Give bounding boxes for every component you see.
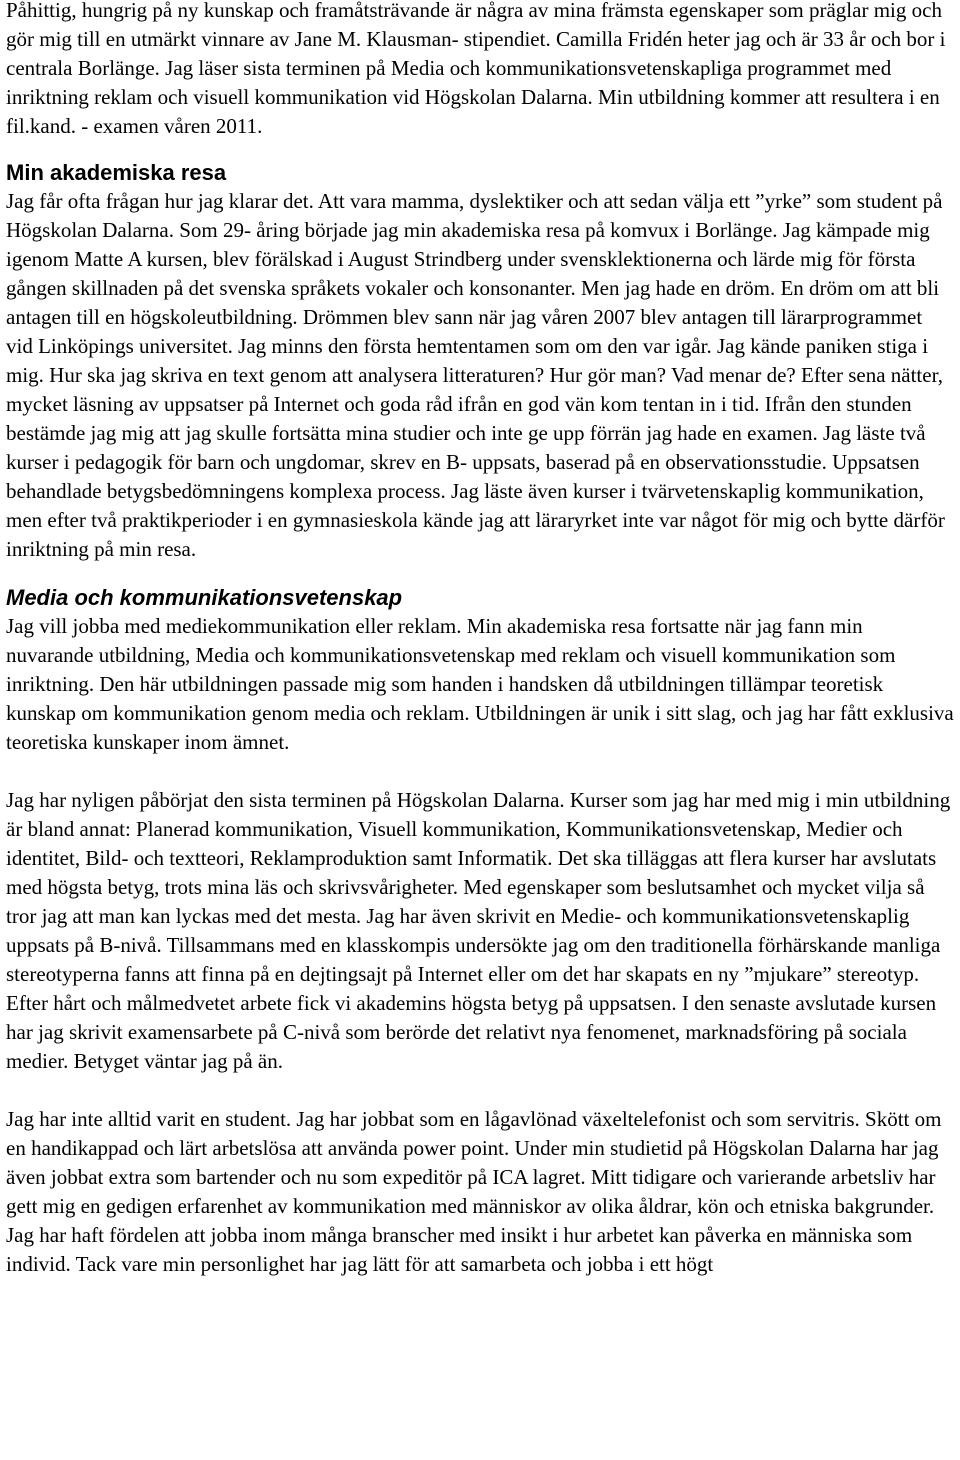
intro-paragraph: Påhittig, hungrig på ny kunskap och framåtsträvande är några av mina främsta egenskaper som präglar mig och gör mig till en utmärkt vinnare av Jane M. Klausman- stipendiet. Camilla Fridén heter jag och är 33 år och bor i centrala Borlänge. Jag läser sista terminen på Media och kommunikationsvetenskapliga programmet med inriktning reklam och visuell kommunikation vid Högskolan Dalarna. Min utbildning kommer att resultera i en fil.kand. - examen våren 2011. [6,0,946,138]
media-paragraph-3: Jag har inte alltid varit en student. Jag har jobbat som en lågavlönad växeltelefonist och som servitris. Skött om en handikappad och lärt arbetslösa att använda power point. Under min studietid på Högskolan Dalarna har jag även jobbat extra som bartender och nu som expeditör på ICA lagret. Mitt tidigare och varierande arbetsliv har gett mig en gedigen erfarenhet av kommunikation med människor av olika åldrar, kön och etniska bakgrunder. Jag har haft fördelen att jobba inom många branscher med insikt i hur arbetet kan påverka en människa som individ. Tack vare min personlighet har jag lätt för att samarbeta och jobba i ett högt [6,1107,942,1276]
media-paragraph-2: Jag har nyligen påbörjat den sista terminen på Högskolan Dalarna. Kurser som jag har med mig i min utbildning är bland annat: Planerad kommunikation, Visuell kommunikation, Kommunikationsvetenskap, Medier och identitet, Bild- och textteori, Reklamproduktion samt Informatik. Det ska tilläggas att flera kurser har avslutats med högsta betyg, trots mina läs och skrivsvårigheter. Med egenskaper som beslutsamhet och mycket vilja så tror jag att man kan lyckas med det mesta. Jag har även skrivit en Medie- och kommunikationsvetenskaplig uppsats på B-nivå. Tillsammans med en klasskompis undersökte jag om den traditionella förhärskande manliga stereotyperna fanns att finna på en dejtingsajt på Internet eller om det har skapats en ny ”mjukare” stereotyp. Efter hårt och målmedvetet arbete fick vi akademins högsta betyg på uppsatsen. I den senaste avslutade kursen har jag skrivit examensarbete på C-nivå som berörde det relativt nya fenomenet, marknadsföring på sociala medier. Betyget väntar jag på än. [6,788,951,1073]
section-heading-academic-journey: Min akademiska resa [6,160,227,185]
media-paragraph-1: Jag vill jobba med mediekommunikation eller reklam. Min akademiska resa fortsatte när jag fann min nuvarande utbildning, Media och kommunikationsvetenskap med reklam och visuell kommunikation som inriktning. Den här utbildningen passade mig som handen i handsken då utbildningen tillämpar teoretisk kunskap om kommunikation genom media och reklam. Utbildningen är unik i sitt slag, och jag har fått exklusiva teoretiska kunskaper inom ämnet. [6,614,954,754]
section-heading-media-communication: Media och kommunikationsvetenskap [6,585,403,610]
academic-journey-paragraph: Jag får ofta frågan hur jag klarar det. Att vara mamma, dyslektiker och att sedan välja ett ”yrke” som student på Högskolan Dalarna. Som 29- åring började jag min akademiska resa på komvux i Borlänge. Jag kämpade mig igenom Matte A kursen, blev förälskad i August Strindberg under svensklektionerna och lärde mig för första gången skillnaden på det svenska språkets vokaler och konsonanter. Men jag hade en dröm. En dröm om att bli antagen till en högskoleutbildning. Drömmen blev sann när jag våren 2007 blev antagen till lärarprogrammet vid Linköpings universitet. Jag minns den första hemtentamen som om den var igår. Jag kände paniken stiga i mig. Hur ska jag skriva en text genom att analysera litteraturen? Hur gör man? Vad menar de? Efter sena nätter, mycket läsning av uppsatser på Internet och goda råd ifrån en god vän kom tentan in i tid. Ifrån den stunden bestämde jag mig att jag skulle fortsätta mina studier och inte ge upp förrän jag hade en examen. Jag läste två kurser i pedagogik för barn och ungdomar, skrev en B- uppsats, baserad på en observationsstudie. Uppsatsen behandlade betygsbedömningens komplexa process. Jag läste även kurser i tvärvetenskaplig kommunikation, men efter två praktikperioder i en gymnasieskola kände jag att läraryrket inte var något för mig och bytte därför inriktning på min resa. [6,189,945,561]
